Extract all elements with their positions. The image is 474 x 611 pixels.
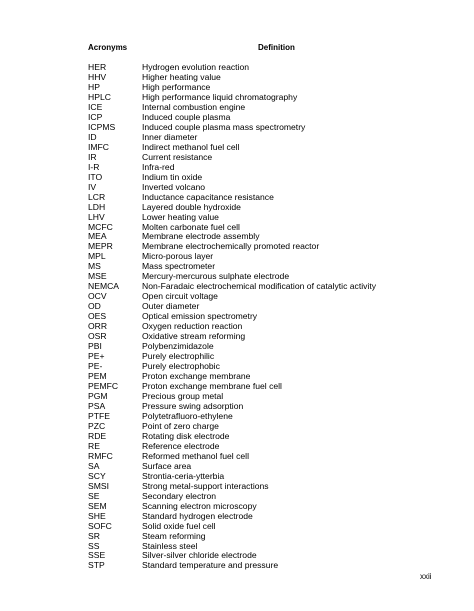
- definition-cell: Internal combustion engine: [142, 101, 246, 112]
- acronym-cell: MSE: [88, 271, 107, 282]
- definition-cell: Outer diameter: [142, 301, 200, 312]
- acronym-cell: IMFC: [88, 141, 110, 152]
- definition-cell: Mercury-mercurous sulphate electrode: [142, 271, 290, 282]
- page-number: xxii: [420, 572, 432, 581]
- table-row: [0, 102, 474, 112]
- table-row: [0, 331, 474, 341]
- definition-cell: Stainless steel: [142, 540, 198, 551]
- definition-cell: Surface area: [142, 460, 192, 471]
- table-row: [0, 461, 474, 471]
- definition-cell: Molten carbonate fuel cell: [142, 221, 240, 232]
- definition-cell: Purely electrophilic: [142, 351, 215, 362]
- definition-cell: Lower heating value: [142, 211, 219, 222]
- table-row: [0, 301, 474, 311]
- table-row: [0, 82, 474, 92]
- table-row: [0, 560, 474, 570]
- table-row: [0, 142, 474, 152]
- acronym-cell: ICP: [88, 111, 103, 122]
- table-row: [0, 421, 474, 431]
- acronym-cell: MEA: [88, 231, 107, 242]
- definition-cell: High performance: [142, 81, 211, 92]
- table-row: [0, 222, 474, 232]
- acronym-cell: PEMFC: [88, 381, 119, 391]
- acronym-cell: IR: [88, 151, 97, 162]
- definition-cell: Infra-red: [142, 161, 175, 172]
- definition-cell: Standard temperature and pressure: [142, 560, 279, 571]
- definition-cell: Induced couple plasma: [142, 111, 231, 122]
- table-row: [0, 431, 474, 441]
- acronym-cell: OCV: [88, 291, 107, 302]
- table-row: [0, 241, 474, 251]
- definition-cell: Optical emission spectrometry: [142, 311, 258, 322]
- definition-cell: Proton exchange membrane fuel cell: [142, 381, 282, 391]
- acronym-cell: MEPR: [88, 241, 113, 252]
- acronym-cell: SS: [88, 540, 100, 551]
- definition-cell: Polytetrafluoro-ethylene: [142, 410, 233, 421]
- table-row: [0, 152, 474, 162]
- definition-cell: Higher heating value: [142, 71, 221, 82]
- definition-cell: Steam reforming: [142, 530, 206, 541]
- definition-cell: Scanning electron microscopy: [142, 500, 257, 511]
- definition-cell: Oxygen reduction reaction: [142, 321, 243, 332]
- acronym-cell: SMSI: [88, 480, 110, 491]
- definition-cell: Rotating disk electrode: [142, 430, 230, 441]
- acronym-cell: MS: [88, 261, 101, 272]
- table-row: [0, 361, 474, 371]
- acronym-cell: PE-: [88, 361, 103, 372]
- definition-cell: Inverted volcano: [142, 181, 206, 192]
- table-row: [0, 491, 474, 501]
- table-row: [0, 371, 474, 381]
- definition-cell: Pressure swing adsorption: [142, 400, 244, 411]
- acronym-cell: SCY: [88, 470, 106, 481]
- table-row: [0, 112, 474, 122]
- definition-cell: Polybenzimidazole: [142, 341, 214, 352]
- table-row: [0, 531, 474, 541]
- table-row: [0, 162, 474, 172]
- table-row: [0, 62, 474, 72]
- acronym-cell: PTFE: [88, 410, 110, 421]
- acronym-cell: LHV: [88, 211, 105, 222]
- acronym-cell: MPL: [88, 251, 106, 262]
- acronym-cell: ICPMS: [88, 121, 116, 132]
- acronym-cell: SE: [88, 490, 100, 501]
- table-row: [0, 411, 474, 421]
- table-row: [0, 271, 474, 281]
- acronym-cell: PZC: [88, 420, 106, 431]
- definition-cell: Purely electrophobic: [142, 361, 220, 372]
- table-row: [0, 122, 474, 132]
- definition-cell: Membrane electrochemically promoted reactor: [142, 241, 320, 252]
- acronym-cell: SHE: [88, 510, 106, 521]
- definition-cell: Layered double hydroxide: [142, 201, 241, 212]
- acronym-cell: OSR: [88, 331, 107, 342]
- table-row: [0, 92, 474, 102]
- table-row: [0, 541, 474, 551]
- acronym-cell: SOFC: [88, 520, 112, 531]
- definition-cell: Strontia-ceria-ytterbia: [142, 470, 225, 481]
- table-row: [0, 511, 474, 521]
- table-row: [0, 501, 474, 511]
- acronym-cell: HHV: [88, 71, 107, 82]
- table-row: [0, 192, 474, 202]
- definition-cell: Precious group metal: [142, 390, 224, 401]
- acronym-cell: HP: [88, 81, 100, 92]
- acronym-cell: I-R: [88, 161, 100, 172]
- acronym-cell: OD: [88, 301, 101, 312]
- table-row: [0, 172, 474, 182]
- definition-cell: Micro-porous layer: [142, 251, 214, 262]
- definition-cell: Indium tin oxide: [142, 171, 203, 182]
- acronym-cell: PGM: [88, 390, 108, 401]
- acronym-cell: ICE: [88, 101, 103, 112]
- acronym-cell: LDH: [88, 201, 106, 212]
- definition-cell: Standard hydrogen electrode: [142, 510, 253, 521]
- acronym-cell: SSE: [88, 550, 106, 561]
- definition-cell: Point of zero charge: [142, 420, 219, 431]
- table-row: [0, 182, 474, 192]
- acronym-cell: PSA: [88, 400, 106, 411]
- acronym-cell: ITO: [88, 171, 103, 182]
- acronym-cell: RDE: [88, 430, 107, 441]
- table-row: [0, 291, 474, 301]
- acronym-cell: SA: [88, 460, 100, 471]
- definition-cell: Reformed methanol fuel cell: [142, 450, 249, 461]
- acronym-cell: ID: [88, 131, 97, 142]
- table-row: [0, 321, 474, 331]
- definition-cell: Reference electrode: [142, 440, 220, 451]
- acronym-cell: MCFC: [88, 221, 113, 232]
- acronym-cell: ORR: [88, 321, 108, 332]
- definition-cell: Non-Faradaic electrochemical modification of catalytic activity: [142, 281, 377, 292]
- table-row: [0, 261, 474, 271]
- acronym-cell: LCR: [88, 191, 106, 202]
- table-row: [0, 281, 474, 291]
- table-row: [0, 351, 474, 361]
- definition-cell: Mass spectrometer: [142, 261, 216, 272]
- table-row: [0, 381, 474, 391]
- table-row: [0, 202, 474, 212]
- acronym-cell: IV: [88, 181, 97, 192]
- definition-cell: Induced couple plasma mass spectrometry: [142, 121, 306, 132]
- table-row: [0, 451, 474, 461]
- table-row: [0, 521, 474, 531]
- acronym-cell: NEMCA: [88, 281, 120, 292]
- table-row: [0, 72, 474, 82]
- table-row: [0, 251, 474, 261]
- table-header: [0, 43, 474, 55]
- definition-cell: Secondary electron: [142, 490, 217, 501]
- table-row: [0, 391, 474, 401]
- definition-cell: Proton exchange membrane: [142, 371, 251, 382]
- definition-cell: Oxidative stream reforming: [142, 331, 246, 342]
- table-row: [0, 550, 474, 560]
- table-row: [0, 132, 474, 142]
- acronym-cell: RMFC: [88, 450, 113, 461]
- definition-cell: Indirect methanol fuel cell: [142, 141, 240, 152]
- acronym-cell: HER: [88, 62, 107, 72]
- acronym-cell: PE+: [88, 351, 105, 362]
- acronym-list: [0, 62, 474, 570]
- definition-cell: Membrane electrode assembly: [142, 231, 260, 242]
- acronym-cell: PBI: [88, 341, 102, 352]
- table-row: [0, 231, 474, 241]
- acronym-cell: OES: [88, 311, 107, 322]
- acronym-cell: STP: [88, 560, 105, 571]
- definition-cell: Silver-silver chloride electrode: [142, 550, 257, 561]
- table-row: [0, 212, 474, 222]
- definition-cell: Current resistance: [142, 151, 213, 162]
- table-row: [0, 341, 474, 351]
- table-row: [0, 471, 474, 481]
- definition-cell: Open circuit voltage: [142, 291, 218, 302]
- table-row: [0, 401, 474, 411]
- definition-cell: Strong metal-support interactions: [142, 480, 269, 491]
- acronym-cell: SR: [88, 530, 100, 541]
- acronym-cell: RE: [88, 440, 100, 451]
- definition-header: Definition: [258, 43, 295, 52]
- definition-cell: High performance liquid chromatography: [142, 91, 298, 102]
- definition-cell: Hydrogen evolution reaction: [142, 62, 250, 72]
- definition-cell: Inner diameter: [142, 131, 198, 142]
- table-row: [0, 311, 474, 321]
- table-row: [0, 481, 474, 491]
- definition-cell: Solid oxide fuel cell: [142, 520, 216, 531]
- table-row: [0, 441, 474, 451]
- acronym-cell: SEM: [88, 500, 107, 511]
- acronym-cell: HPLC: [88, 91, 111, 102]
- acronym-cell: PEM: [88, 371, 107, 382]
- acronyms-header: Acronyms: [88, 43, 128, 52]
- definition-cell: Inductance capacitance resistance: [142, 191, 274, 202]
